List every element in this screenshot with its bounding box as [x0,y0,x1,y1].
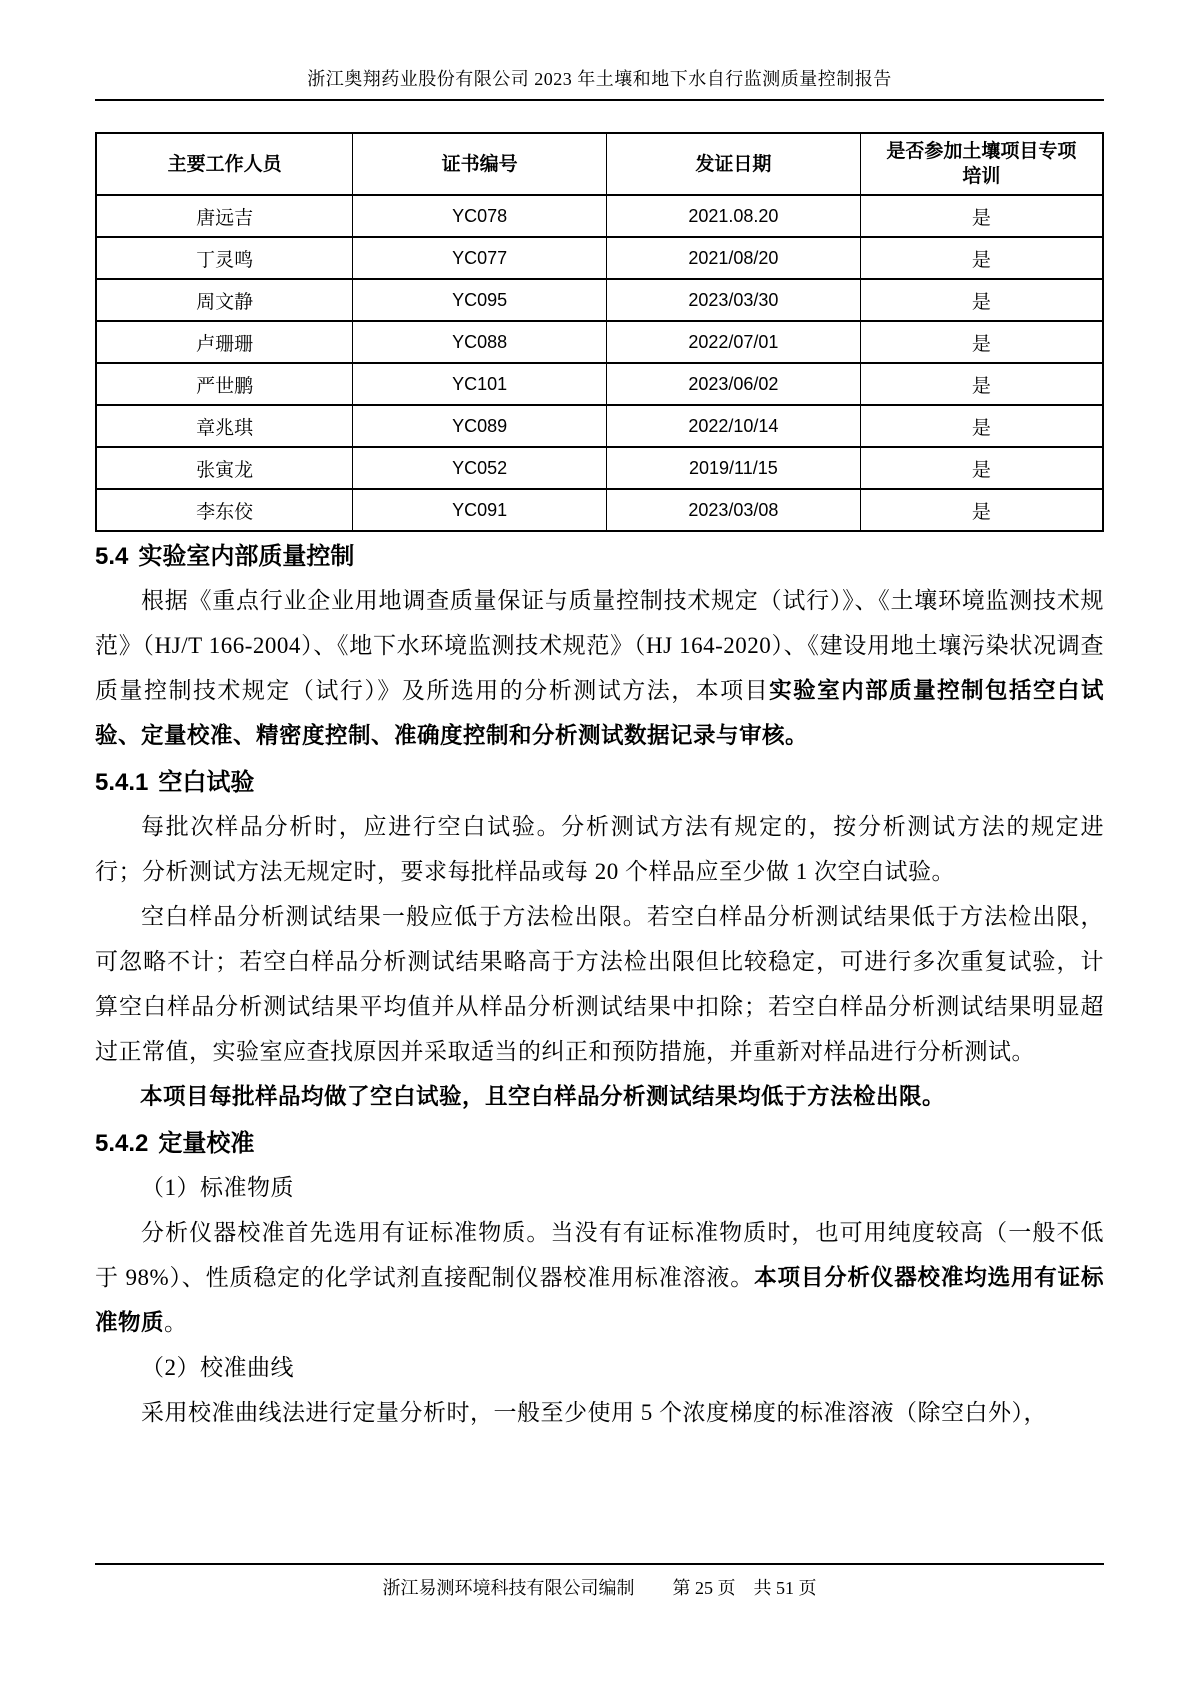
paragraph-item-1-title: （1）标准物质 [141,1175,294,1200]
section-number: 5.4 [95,543,129,570]
paragraph-blank-result-rule: 空白样品分析测试结果一般应低于方法检出限。若空白样品分析测试结果低于方法检出限，可忽略不计；若空白样品分析测试结果略高于方法检出限但比较稳定，可进行多次重复试验，计算空白样品分析测试结果平均值并从样品分析测试结果中扣除；若空白样品分析测试结果明显超过正常值，实验室应查找原因并采取适当的纠正和预防措施，并重新对样品进行分析测试。 [95,904,1104,1064]
paragraph-blank-conclusion: 本项目每批样品均做了空白试验，且空白样品分析测试结果均低于方法检出限。 [140,1084,946,1109]
col-header-issue-date: 发证日期 [607,133,861,195]
table-row [96,279,1103,321]
staff-name-cell: 严世鹏 [96,363,353,405]
paragraph-reference-material [95,1210,1104,1345]
staff-name-cell: 丁灵鸣 [96,237,353,279]
table-row [96,405,1103,447]
paragraph-bold-text: 本项目分析仪器校准均选用有证标准物质 [95,1265,1104,1335]
issue-date-cell: 2023/06/02 [607,363,861,405]
section-5-4-2-heading [95,1128,1104,1160]
section-number: 5.4.1 [95,769,149,796]
header-title: 浙江奥翔药业股份有限公司 2023 年土壤和地下水自行监测质量控制报告 [307,69,892,89]
cert-no-cell: YC088 [353,321,607,363]
cert-no-cell: YC095 [353,279,607,321]
issue-date-cell: 2022/10/14 [607,405,861,447]
cert-no-cell: YC052 [353,447,607,489]
paragraph-text: 根据《重点行业企业用地调查质量保证与质量控制技术规定（试行）》、《土壤环境监测技术规范》（HJ/T 166-2004）、《地下水环境监测技术规范》（HJ 164-2020）、《建设用地土壤污染状况调查质量控制技术规定（试行）》及所选用的分析测试方法，本项目 [95,588,1104,703]
section-title: 定量校准 [158,1130,255,1157]
paragraph-bold-text: 实验室内部质量控制包括空白试验、定量校准、精密度控制、准确度控制和分析测试数据记录与审核。 [95,678,1104,748]
col-header-training: 是否参加土壤项目专项培训 [860,133,1103,195]
training-cell: 是 [860,279,1103,321]
staff-certificate-table [95,132,1104,532]
page-header [95,0,1104,101]
section-5-4-heading [95,541,1104,573]
paragraph-text: 分析仪器校准首先选用有证标准物质。当没有有证标准物质时，也可用纯度较高（一般不低于 98%）、性质稳定的化学试剂直接配制仪器校准用标准溶液。 [95,1220,1104,1290]
issue-date-cell: 2023/03/30 [607,279,861,321]
issue-date-cell: 2019/11/15 [607,447,861,489]
table-row [96,195,1103,237]
training-cell: 是 [860,447,1103,489]
paragraph-item-2-title: （2）校准曲线 [141,1355,294,1380]
issue-date-cell: 2023/03/08 [607,489,861,531]
training-cell: 是 [860,195,1103,237]
footer-page-info: 第 25 页 共 51 页 [672,1578,817,1598]
training-cell: 是 [860,363,1103,405]
staff-name-cell: 章兆琪 [96,405,353,447]
table-row [96,489,1103,531]
cert-no-cell: YC089 [353,405,607,447]
section-title: 空白试验 [158,769,255,796]
training-cell: 是 [860,321,1103,363]
cert-no-cell: YC078 [353,195,607,237]
cert-no-cell: YC091 [353,489,607,531]
issue-date-cell: 2022/07/01 [607,321,861,363]
paragraph-regulations [95,578,1104,758]
section-title: 实验室内部质量控制 [138,543,355,570]
paragraph-calibration-curve: 采用校准曲线法进行定量分析时，一般至少使用 5 个浓度梯度的标准溶液（除空白外）， [141,1400,1047,1425]
training-cell: 是 [860,405,1103,447]
training-cell: 是 [860,489,1103,531]
cert-no-cell: YC101 [353,363,607,405]
col-header-cert-no: 证书编号 [353,133,607,195]
staff-name-cell: 唐远吉 [96,195,353,237]
staff-name-cell: 卢珊珊 [96,321,353,363]
section-5-4-1-heading [95,767,1104,799]
table-row [96,237,1103,279]
paragraph-blank-test-rule: 每批次样品分析时，应进行空白试验。分析测试方法有规定的，按分析测试方法的规定进行；分析测试方法无规定时，要求每批样品或每 20 个样品应至少做 1 次空白试验。 [95,814,1104,884]
table-header-row [96,133,1103,195]
section-number: 5.4.2 [95,1130,149,1157]
staff-name-cell: 李东佼 [96,489,353,531]
paragraph-text: 。 [164,1310,188,1335]
cert-no-cell: YC077 [353,237,607,279]
training-cell: 是 [860,237,1103,279]
staff-name-cell: 张寅龙 [96,447,353,489]
issue-date-cell: 2021/08/20 [607,237,861,279]
issue-date-cell: 2021.08.20 [607,195,861,237]
page-footer [95,1563,1104,1600]
staff-name-cell: 周文静 [96,279,353,321]
table-row [96,321,1103,363]
table-row [96,447,1103,489]
table-row [96,363,1103,405]
col-header-staff-name: 主要工作人员 [96,133,353,195]
footer-company: 浙江易测环境科技有限公司编制 [382,1578,635,1598]
